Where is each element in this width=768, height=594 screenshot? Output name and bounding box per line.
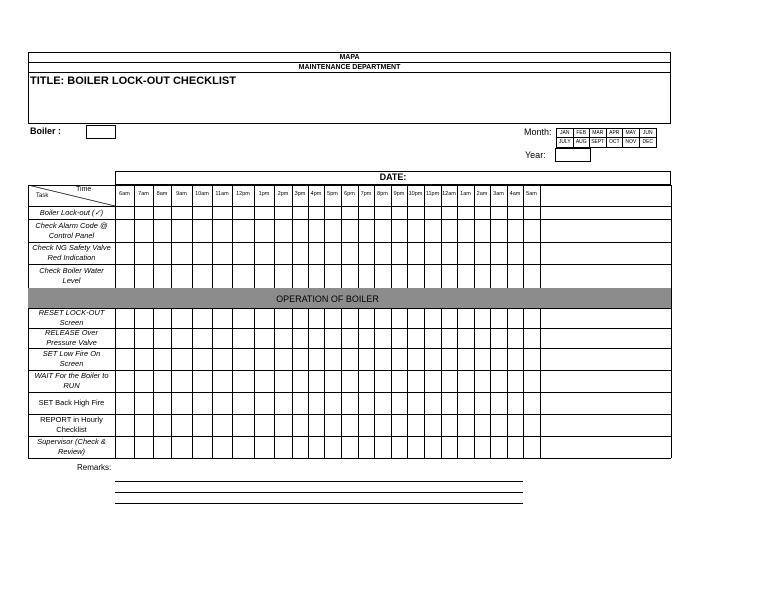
divider — [29, 62, 670, 63]
grid-line — [324, 185, 325, 288]
grid-line — [28, 348, 671, 349]
grid-line — [171, 308, 172, 458]
grid-line — [28, 436, 671, 437]
time-column-header: 7pm — [360, 191, 372, 197]
time-column-header: 10pm — [408, 191, 423, 197]
grid-line — [274, 308, 275, 458]
boiler-field[interactable] — [86, 125, 116, 139]
grid-line — [671, 185, 672, 458]
month-option[interactable]: NOV — [623, 138, 640, 147]
grid-line — [28, 414, 671, 415]
grid-line — [457, 185, 458, 288]
task-label: Check Alarm Code @ Control Panel — [35, 220, 108, 240]
grid-line — [212, 185, 213, 288]
month-option[interactable]: MAR — [590, 129, 607, 138]
form-title: TITLE: BOILER LOCK-OUT CHECKLIST — [30, 75, 236, 87]
remarks-line[interactable] — [115, 481, 523, 482]
grid-line — [134, 185, 135, 288]
grid-line — [457, 308, 458, 458]
grid-line — [28, 242, 671, 243]
grid-line — [192, 308, 193, 458]
remarks-label: Remarks: — [77, 463, 112, 472]
grid-line — [407, 308, 408, 458]
date-label: DATE: — [379, 172, 407, 182]
month-option[interactable]: FEB — [574, 129, 591, 138]
task-label: Supervisor (Check & Review) — [37, 437, 106, 456]
month-option[interactable]: AUG — [574, 138, 591, 147]
grid-line — [28, 370, 671, 371]
grid-line — [391, 185, 392, 288]
task-label: SET Low Fire On Screen — [42, 349, 101, 368]
grid-line — [232, 308, 233, 458]
time-column-header: 11pm — [425, 191, 440, 197]
month-option[interactable]: MAY — [623, 129, 640, 138]
time-column-header: 5am — [526, 191, 537, 197]
grid-line — [308, 185, 309, 288]
time-column-header: 12am — [442, 191, 456, 197]
grid-line — [490, 308, 491, 458]
grid-line — [28, 206, 671, 207]
task-label: Boiler Lock-out (✓) — [39, 207, 104, 217]
grid-line — [324, 308, 325, 458]
grid-line — [115, 185, 116, 458]
task-label: RESET LOCK-OUT Screen — [38, 308, 105, 327]
grid-line — [407, 185, 408, 288]
task-label: SET Back High Fire — [38, 398, 105, 407]
grid-line — [441, 185, 442, 288]
grid-line — [254, 308, 255, 458]
grid-line — [28, 458, 671, 459]
grid-line — [358, 308, 359, 458]
month-option[interactable]: OCT — [607, 138, 624, 147]
year-field[interactable] — [555, 148, 591, 162]
month-option[interactable]: JAN — [557, 129, 574, 138]
grid-line — [341, 185, 342, 288]
grid-line — [28, 392, 671, 393]
time-column-header: 2pm — [277, 191, 289, 197]
time-column-header: 3pm — [294, 191, 306, 197]
time-column-header: 7am — [138, 191, 149, 197]
grid-line — [374, 185, 375, 288]
time-column-header: 9pm — [393, 191, 405, 197]
time-column-header: 6am — [119, 191, 130, 197]
remarks-line[interactable] — [115, 492, 523, 493]
time-header: Time — [76, 186, 92, 193]
grid-line — [424, 185, 425, 288]
task-label: Check Boiler Water Level — [39, 266, 104, 285]
time-column-header: 8am — [156, 191, 168, 197]
grid-line — [374, 308, 375, 458]
grid-line — [28, 219, 671, 220]
grid-line — [192, 185, 193, 288]
time-column-header: 2am — [476, 191, 488, 197]
month-option[interactable]: DEC — [642, 139, 654, 145]
grid-line — [292, 185, 293, 288]
grid-line — [153, 185, 154, 288]
grid-line — [523, 308, 524, 458]
time-column-header: 1am — [460, 191, 471, 197]
grid-line — [507, 308, 508, 458]
grid-line — [254, 185, 255, 288]
grid-line — [308, 308, 309, 458]
grid-line — [134, 308, 135, 458]
year-label: Year: — [525, 150, 546, 160]
grid-line — [474, 308, 475, 458]
time-column-header: 11am — [215, 191, 229, 197]
grid-line — [490, 185, 491, 288]
grid-line — [474, 185, 475, 288]
remarks-line[interactable] — [115, 503, 523, 504]
grid-line — [28, 185, 671, 186]
month-option[interactable]: JULY — [557, 138, 574, 147]
header-box — [28, 52, 671, 124]
time-column-header: 10am — [195, 191, 209, 197]
grid-line — [153, 308, 154, 458]
time-column-header: 9am — [176, 191, 187, 197]
month-option[interactable]: SEPT — [590, 138, 607, 147]
time-column-header: 1pm — [258, 191, 270, 197]
task-label: Check NG Safety Valve Red Indication — [32, 243, 111, 262]
time-column-header: 3am — [493, 191, 504, 197]
grid-line — [28, 328, 671, 329]
grid-line — [341, 308, 342, 458]
divider — [29, 72, 670, 73]
month-selector[interactable] — [556, 128, 657, 148]
task-label: RELEASE Over Pressure Valve — [45, 328, 98, 347]
grid-line — [424, 308, 425, 458]
grid-line — [171, 185, 172, 288]
grid-line — [441, 308, 442, 458]
time-column-header: 5pm — [327, 191, 338, 197]
grid-line — [232, 185, 233, 288]
grid-line — [292, 308, 293, 458]
grid-line — [28, 308, 671, 309]
department-name: MAINTENANCE DEPARTMENT — [298, 64, 401, 71]
grid-line — [523, 185, 524, 288]
month-label: Month: — [524, 127, 552, 137]
time-column-header: 4pm — [310, 191, 322, 197]
org-name: MAPA — [339, 54, 360, 61]
grid-line — [358, 185, 359, 288]
month-option[interactable]: APR — [607, 129, 624, 138]
grid-line — [274, 185, 275, 288]
operation-section-label: OPERATION OF BOILER — [276, 294, 379, 304]
time-column-header: 4am — [509, 191, 521, 197]
month-option[interactable]: JUN — [640, 129, 657, 138]
task-label: REPORT in Hourly Checklist — [40, 415, 103, 434]
time-column-header: 12pm — [236, 191, 250, 197]
grid-line — [28, 264, 671, 265]
time-column-header: 6pm — [344, 191, 355, 197]
task-header: Task — [36, 193, 49, 199]
grid-line — [212, 308, 213, 458]
grid-line — [507, 185, 508, 288]
task-label: WAIT For the Boiler to RUN — [34, 371, 109, 390]
grid-line — [540, 185, 541, 458]
time-column-header: 8pm — [377, 191, 388, 197]
boiler-label: Boiler : — [30, 126, 62, 136]
grid-line — [391, 308, 392, 458]
